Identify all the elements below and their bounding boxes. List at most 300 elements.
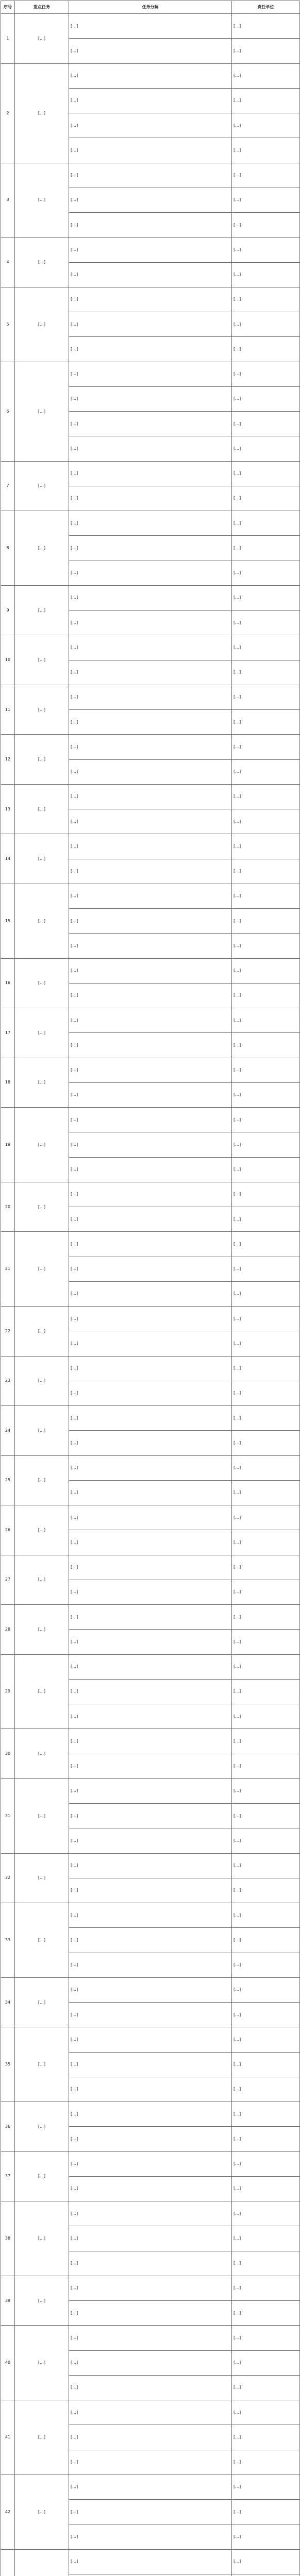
task-breakdown-cell: […] xyxy=(69,2052,232,2077)
responsible-unit-cell: […] xyxy=(232,1778,300,1803)
task-breakdown-cell: […] xyxy=(69,1630,232,1654)
responsible-unit-cell: […] xyxy=(232,188,300,212)
task-breakdown-cell: […] xyxy=(69,2027,232,2052)
task-breakdown-cell: […] xyxy=(69,1878,232,1903)
key-task-cell: […] xyxy=(15,14,69,64)
responsible-unit-cell: […] xyxy=(232,859,300,884)
responsible-unit-cell: […] xyxy=(232,1580,300,1604)
task-breakdown-cell: […] xyxy=(69,1804,232,1828)
key-task-cell: […] xyxy=(15,784,69,834)
responsible-unit-cell: […] xyxy=(232,1654,300,1679)
task-breakdown-cell: […] xyxy=(69,1381,232,1405)
key-task-cell: […] xyxy=(15,238,69,287)
task-breakdown-cell: […] xyxy=(69,188,232,212)
responsible-unit-cell: […] xyxy=(232,611,300,635)
table-row xyxy=(1,14,300,39)
table-row xyxy=(1,1605,300,1630)
key-task-cell: […] xyxy=(15,1008,69,1058)
responsible-unit-cell: […] xyxy=(232,1878,300,1903)
responsible-unit-cell: […] xyxy=(232,934,300,958)
responsible-unit-cell: […] xyxy=(232,1058,300,1082)
key-task-cell: […] xyxy=(15,2326,69,2400)
task-breakdown-cell: […] xyxy=(69,1977,232,2002)
row-index: 36 xyxy=(1,2102,15,2152)
row-index: 23 xyxy=(1,1356,15,1406)
table-row xyxy=(1,1903,300,1928)
responsible-unit-cell: […] xyxy=(232,759,300,784)
key-task-cell: […] xyxy=(15,884,69,958)
key-task-cell: […] xyxy=(15,958,69,1008)
table-body xyxy=(1,14,300,2576)
responsible-unit-cell: […] xyxy=(232,585,300,610)
responsible-unit-cell: […] xyxy=(232,262,300,287)
key-task-cell: […] xyxy=(15,1307,69,1357)
responsible-unit-cell: […] xyxy=(232,1977,300,2002)
table-row xyxy=(1,287,300,312)
task-breakdown-cell: […] xyxy=(69,1605,232,1630)
responsible-unit-cell: […] xyxy=(232,2475,300,2499)
responsible-unit-cell: […] xyxy=(232,2450,300,2475)
responsible-unit-cell: […] xyxy=(232,213,300,238)
row-index: 33 xyxy=(1,1903,15,1978)
responsible-unit-cell: […] xyxy=(232,1431,300,1455)
responsible-unit-cell: […] xyxy=(232,1630,300,1654)
key-task-cell xyxy=(15,2549,69,2576)
task-table xyxy=(1,1,300,2576)
responsible-unit-cell: […] xyxy=(232,735,300,759)
row-index: 22 xyxy=(1,1307,15,1357)
header-task-breakdown: 任务分解 xyxy=(69,1,232,14)
row-index: 27 xyxy=(1,1555,15,1605)
table-row xyxy=(1,2475,300,2499)
task-breakdown-cell: […] xyxy=(69,1356,232,1381)
task-breakdown-cell: […] xyxy=(69,2077,232,2102)
table-row xyxy=(1,1058,300,1082)
responsible-unit-cell: […] xyxy=(232,1555,300,1580)
task-breakdown-cell: […] xyxy=(69,809,232,834)
responsible-unit-cell: […] xyxy=(232,337,300,362)
responsible-unit-cell: […] xyxy=(232,1207,300,1232)
responsible-unit-cell: […] xyxy=(232,2400,300,2425)
row-index: 13 xyxy=(1,784,15,834)
key-task-cell: […] xyxy=(15,1455,69,1505)
table-row xyxy=(1,2102,300,2127)
row-index: 38 xyxy=(1,2201,15,2276)
task-breakdown-cell: […] xyxy=(69,759,232,784)
key-task-cell: […] xyxy=(15,1977,69,2027)
key-task-cell: […] xyxy=(15,1555,69,1605)
table-header xyxy=(1,1,300,14)
table-row xyxy=(1,2549,300,2574)
row-index: 39 xyxy=(1,2276,15,2326)
key-task-cell: […] xyxy=(15,1058,69,1108)
row-index: 9 xyxy=(1,585,15,635)
responsible-unit-cell: […] xyxy=(232,63,300,88)
table-row xyxy=(1,1654,300,1679)
row-index: 14 xyxy=(1,834,15,884)
row-index: 24 xyxy=(1,1406,15,1456)
row-index: 11 xyxy=(1,685,15,735)
table-row xyxy=(1,1455,300,1480)
task-breakdown-cell: […] xyxy=(69,710,232,735)
responsible-unit-cell: […] xyxy=(232,809,300,834)
task-breakdown-cell: […] xyxy=(69,238,232,262)
table-row xyxy=(1,2400,300,2425)
responsible-unit-cell: […] xyxy=(232,486,300,511)
task-breakdown-cell: […] xyxy=(69,1008,232,1033)
key-task-cell: […] xyxy=(15,585,69,635)
table-row xyxy=(1,1356,300,1381)
table-row xyxy=(1,2276,300,2300)
key-task-cell: […] xyxy=(15,1778,69,1853)
table-row xyxy=(1,1307,300,1331)
responsible-unit-cell: […] xyxy=(232,2301,300,2326)
key-task-cell: […] xyxy=(15,1356,69,1406)
key-task-cell: […] xyxy=(15,1654,69,1729)
task-breakdown-cell: […] xyxy=(69,2549,232,2574)
task-breakdown-cell: […] xyxy=(69,1828,232,1853)
table-row xyxy=(1,635,300,660)
header-responsible-unit: 责任单位 xyxy=(232,1,300,14)
task-breakdown-cell: […] xyxy=(69,262,232,287)
task-breakdown-cell: […] xyxy=(69,561,232,585)
row-index: 19 xyxy=(1,1108,15,1182)
task-breakdown-cell: […] xyxy=(69,611,232,635)
row-index: 16 xyxy=(1,958,15,1008)
responsible-unit-cell: […] xyxy=(232,1232,300,1257)
task-breakdown-cell: […] xyxy=(69,2425,232,2450)
responsible-unit-cell: […] xyxy=(232,635,300,660)
responsible-unit-cell: […] xyxy=(232,2524,300,2549)
task-breakdown-cell: […] xyxy=(69,2176,232,2201)
table-row xyxy=(1,1778,300,1803)
row-index: 41 xyxy=(1,2400,15,2475)
key-task-cell: […] xyxy=(15,1108,69,1182)
table-row xyxy=(1,784,300,809)
header-row xyxy=(1,1,300,14)
task-breakdown-cell: […] xyxy=(69,1455,232,1480)
responsible-unit-cell: […] xyxy=(232,1605,300,1630)
task-breakdown-cell: […] xyxy=(69,2350,232,2375)
responsible-unit-cell: […] xyxy=(232,2027,300,2052)
responsible-unit-cell: […] xyxy=(232,2549,300,2574)
row-index: 18 xyxy=(1,1058,15,1108)
task-breakdown-cell: […] xyxy=(69,412,232,436)
table-row xyxy=(1,585,300,610)
responsible-unit-cell: […] xyxy=(232,1455,300,1480)
key-task-cell: […] xyxy=(15,735,69,785)
key-task-cell: […] xyxy=(15,2201,69,2276)
task-breakdown-cell: […] xyxy=(69,909,232,934)
responsible-unit-cell: […] xyxy=(232,1008,300,1033)
key-task-cell: […] xyxy=(15,2475,69,2549)
responsible-unit-cell: […] xyxy=(232,412,300,436)
table-row xyxy=(1,63,300,88)
task-breakdown-cell: […] xyxy=(69,1207,232,1232)
row-index: 31 xyxy=(1,1778,15,1853)
responsible-unit-cell: […] xyxy=(232,2201,300,2226)
task-breakdown-cell: […] xyxy=(69,1704,232,1729)
responsible-unit-cell: […] xyxy=(232,1505,300,1530)
responsible-unit-cell: […] xyxy=(232,1828,300,1853)
key-task-cell: […] xyxy=(15,461,69,511)
table-row xyxy=(1,884,300,908)
key-task-cell: […] xyxy=(15,1853,69,1903)
table-row xyxy=(1,834,300,859)
task-breakdown-cell: […] xyxy=(69,2251,232,2276)
responsible-unit-cell: […] xyxy=(232,88,300,113)
responsible-unit-cell: […] xyxy=(232,909,300,934)
header-index: 序号 xyxy=(1,1,15,14)
responsible-unit-cell: […] xyxy=(232,2425,300,2450)
row-index: 6 xyxy=(1,362,15,461)
responsible-unit-cell: […] xyxy=(232,710,300,735)
responsible-unit-cell: […] xyxy=(232,1679,300,1704)
task-breakdown-cell: […] xyxy=(69,685,232,709)
responsible-unit-cell: […] xyxy=(232,1903,300,1928)
row-index: 32 xyxy=(1,1853,15,1903)
table-row xyxy=(1,1505,300,1530)
key-task-cell: […] xyxy=(15,1903,69,1978)
task-breakdown-cell: […] xyxy=(69,312,232,337)
responsible-unit-cell: […] xyxy=(232,2326,300,2350)
responsible-unit-cell: […] xyxy=(232,1108,300,1132)
responsible-unit-cell: […] xyxy=(232,2226,300,2251)
task-breakdown-cell: […] xyxy=(69,2400,232,2425)
responsible-unit-cell: […] xyxy=(232,1530,300,1555)
responsible-unit-cell: […] xyxy=(232,1729,300,1754)
task-breakdown-cell: […] xyxy=(69,39,232,63)
responsible-unit-cell: […] xyxy=(232,138,300,163)
task-breakdown-cell: […] xyxy=(69,2201,232,2226)
key-task-cell: […] xyxy=(15,2276,69,2326)
table-row xyxy=(1,1853,300,1878)
responsible-unit-cell: […] xyxy=(232,461,300,486)
responsible-unit-cell: […] xyxy=(232,834,300,859)
key-task-cell: […] xyxy=(15,1729,69,1779)
table-row xyxy=(1,1406,300,1431)
table-row xyxy=(1,2326,300,2350)
task-breakdown-cell: […] xyxy=(69,2127,232,2151)
responsible-unit-cell: […] xyxy=(232,660,300,685)
responsible-unit-cell: […] xyxy=(232,287,300,312)
responsible-unit-cell: […] xyxy=(232,163,300,188)
responsible-unit-cell: […] xyxy=(232,386,300,411)
table-row xyxy=(1,1977,300,2002)
responsible-unit-cell: […] xyxy=(232,1953,300,1977)
task-breakdown-cell: […] xyxy=(69,1778,232,1803)
task-breakdown-cell: […] xyxy=(69,14,232,39)
task-breakdown-cell: […] xyxy=(69,1853,232,1878)
task-breakdown-cell: […] xyxy=(69,1555,232,1580)
task-breakdown-cell: […] xyxy=(69,983,232,1008)
responsible-unit-cell: […] xyxy=(232,2350,300,2375)
row-index: 21 xyxy=(1,1232,15,1307)
task-breakdown-cell: […] xyxy=(69,386,232,411)
responsible-unit-cell: […] xyxy=(232,1754,300,1778)
task-breakdown-cell: […] xyxy=(69,1505,232,1530)
row-index: 15 xyxy=(1,884,15,958)
task-breakdown-cell: […] xyxy=(69,1928,232,1953)
task-breakdown-cell: […] xyxy=(69,213,232,238)
responsible-unit-cell: […] xyxy=(232,1804,300,1828)
table-row xyxy=(1,958,300,983)
table-row xyxy=(1,1729,300,1754)
responsible-unit-cell: […] xyxy=(232,1157,300,1182)
table-row xyxy=(1,2027,300,2052)
responsible-unit-cell: […] xyxy=(232,2127,300,2151)
task-breakdown-cell: […] xyxy=(69,735,232,759)
row-index: 34 xyxy=(1,1977,15,2027)
responsible-unit-cell: […] xyxy=(232,2176,300,2201)
row-index xyxy=(1,2549,15,2576)
task-breakdown-cell: […] xyxy=(69,461,232,486)
row-index: 8 xyxy=(1,511,15,586)
table-row xyxy=(1,511,300,536)
task-breakdown-cell: […] xyxy=(69,1729,232,1754)
responsible-unit-cell: […] xyxy=(232,1257,300,1281)
row-index: 5 xyxy=(1,287,15,362)
task-breakdown-cell: […] xyxy=(69,88,232,113)
responsible-unit-cell: […] xyxy=(232,1356,300,1381)
responsible-unit-cell: […] xyxy=(232,1281,300,1306)
row-index: 17 xyxy=(1,1008,15,1058)
responsible-unit-cell: […] xyxy=(232,1182,300,1207)
row-index: 26 xyxy=(1,1505,15,1555)
responsible-unit-cell: […] xyxy=(232,561,300,585)
task-breakdown-cell: […] xyxy=(69,1903,232,1928)
task-breakdown-cell: […] xyxy=(69,1530,232,1555)
row-index: 37 xyxy=(1,2151,15,2201)
task-breakdown-cell: […] xyxy=(69,1257,232,1281)
responsible-unit-cell: […] xyxy=(232,1704,300,1729)
responsible-unit-cell: […] xyxy=(232,983,300,1008)
row-index: 12 xyxy=(1,735,15,785)
responsible-unit-cell: […] xyxy=(232,1331,300,1356)
task-breakdown-cell: […] xyxy=(69,436,232,461)
task-breakdown-cell: […] xyxy=(69,934,232,958)
task-breakdown-cell: […] xyxy=(69,1157,232,1182)
row-index: 10 xyxy=(1,635,15,685)
table-row xyxy=(1,2201,300,2226)
row-index: 7 xyxy=(1,461,15,511)
responsible-unit-cell: […] xyxy=(232,511,300,536)
task-breakdown-cell: […] xyxy=(69,511,232,536)
task-breakdown-cell: […] xyxy=(69,1331,232,1356)
responsible-unit-cell: […] xyxy=(232,536,300,561)
responsible-unit-cell xyxy=(232,2574,300,2576)
responsible-unit-cell: […] xyxy=(232,14,300,39)
key-task-cell: […] xyxy=(15,2151,69,2201)
task-breakdown-cell: […] xyxy=(69,1132,232,1157)
table-row xyxy=(1,1182,300,1207)
task-breakdown-cell: […] xyxy=(69,163,232,188)
row-index: 3 xyxy=(1,163,15,238)
task-breakdown-cell: […] xyxy=(69,2326,232,2350)
task-breakdown-cell: […] xyxy=(69,1406,232,1431)
table-row xyxy=(1,1008,300,1033)
key-task-cell: […] xyxy=(15,1232,69,1307)
table-row xyxy=(1,1555,300,1580)
key-task-cell: […] xyxy=(15,362,69,461)
task-breakdown-cell: […] xyxy=(69,2475,232,2499)
responsible-unit-cell: […] xyxy=(232,958,300,983)
key-task-cell: […] xyxy=(15,834,69,884)
key-task-cell: […] xyxy=(15,1605,69,1655)
responsible-unit-cell: […] xyxy=(232,436,300,461)
responsible-unit-cell: […] xyxy=(232,39,300,63)
task-breakdown-cell: […] xyxy=(69,1058,232,1082)
task-breakdown-cell: […] xyxy=(69,1679,232,1704)
key-task-cell: […] xyxy=(15,511,69,586)
task-breakdown-cell: […] xyxy=(69,660,232,685)
table-row xyxy=(1,2151,300,2176)
row-index: 40 xyxy=(1,2326,15,2400)
task-breakdown-cell: […] xyxy=(69,138,232,163)
task-breakdown-cell: […] xyxy=(69,2226,232,2251)
table-row xyxy=(1,735,300,759)
responsible-unit-cell: […] xyxy=(232,1853,300,1878)
responsible-unit-cell: […] xyxy=(232,2500,300,2524)
responsible-unit-cell: […] xyxy=(232,2102,300,2127)
key-task-cell: […] xyxy=(15,1406,69,1456)
task-breakdown-cell: […] xyxy=(69,834,232,859)
task-breakdown-cell: […] xyxy=(69,2450,232,2475)
task-breakdown-cell: […] xyxy=(69,585,232,610)
task-breakdown-cell: […] xyxy=(69,287,232,312)
task-breakdown-cell: […] xyxy=(69,2151,232,2176)
task-breakdown-cell: […] xyxy=(69,2301,232,2326)
task-breakdown-cell: […] xyxy=(69,784,232,809)
responsible-unit-cell: […] xyxy=(232,362,300,386)
key-task-cell: […] xyxy=(15,2027,69,2102)
row-index: 1 xyxy=(1,14,15,64)
responsible-unit-cell: […] xyxy=(232,1406,300,1431)
responsible-unit-cell: […] xyxy=(232,2375,300,2400)
task-breakdown-cell: […] xyxy=(69,884,232,908)
responsible-unit-cell: […] xyxy=(232,312,300,337)
key-task-cell: […] xyxy=(15,685,69,735)
row-index: 28 xyxy=(1,1605,15,1655)
row-index: 29 xyxy=(1,1654,15,1729)
key-task-cell: […] xyxy=(15,63,69,163)
responsible-unit-cell: […] xyxy=(232,2003,300,2027)
responsible-unit-cell: […] xyxy=(232,1928,300,1953)
task-breakdown-cell: […] xyxy=(69,2500,232,2524)
task-breakdown-cell: […] xyxy=(69,958,232,983)
responsible-unit-cell: […] xyxy=(232,238,300,262)
task-breakdown-cell: […] xyxy=(69,1307,232,1331)
task-breakdown-cell: […] xyxy=(69,635,232,660)
task-breakdown-cell: […] xyxy=(69,1953,232,1977)
row-index: 30 xyxy=(1,1729,15,1779)
responsible-unit-cell: […] xyxy=(232,1033,300,1058)
task-breakdown-cell: […] xyxy=(69,1108,232,1132)
responsible-unit-cell: […] xyxy=(232,1082,300,1107)
task-breakdown-cell: […] xyxy=(69,362,232,386)
responsible-unit-cell: […] xyxy=(232,2276,300,2300)
task-breakdown-cell: […] xyxy=(69,63,232,88)
responsible-unit-cell: […] xyxy=(232,2251,300,2276)
row-index: 35 xyxy=(1,2027,15,2102)
key-task-cell: […] xyxy=(15,163,69,238)
task-breakdown-cell: […] xyxy=(69,2102,232,2127)
responsible-unit-cell: […] xyxy=(232,1307,300,1331)
task-breakdown-cell: […] xyxy=(69,536,232,561)
responsible-unit-cell: […] xyxy=(232,1132,300,1157)
row-index: 4 xyxy=(1,238,15,287)
table-row xyxy=(1,163,300,188)
